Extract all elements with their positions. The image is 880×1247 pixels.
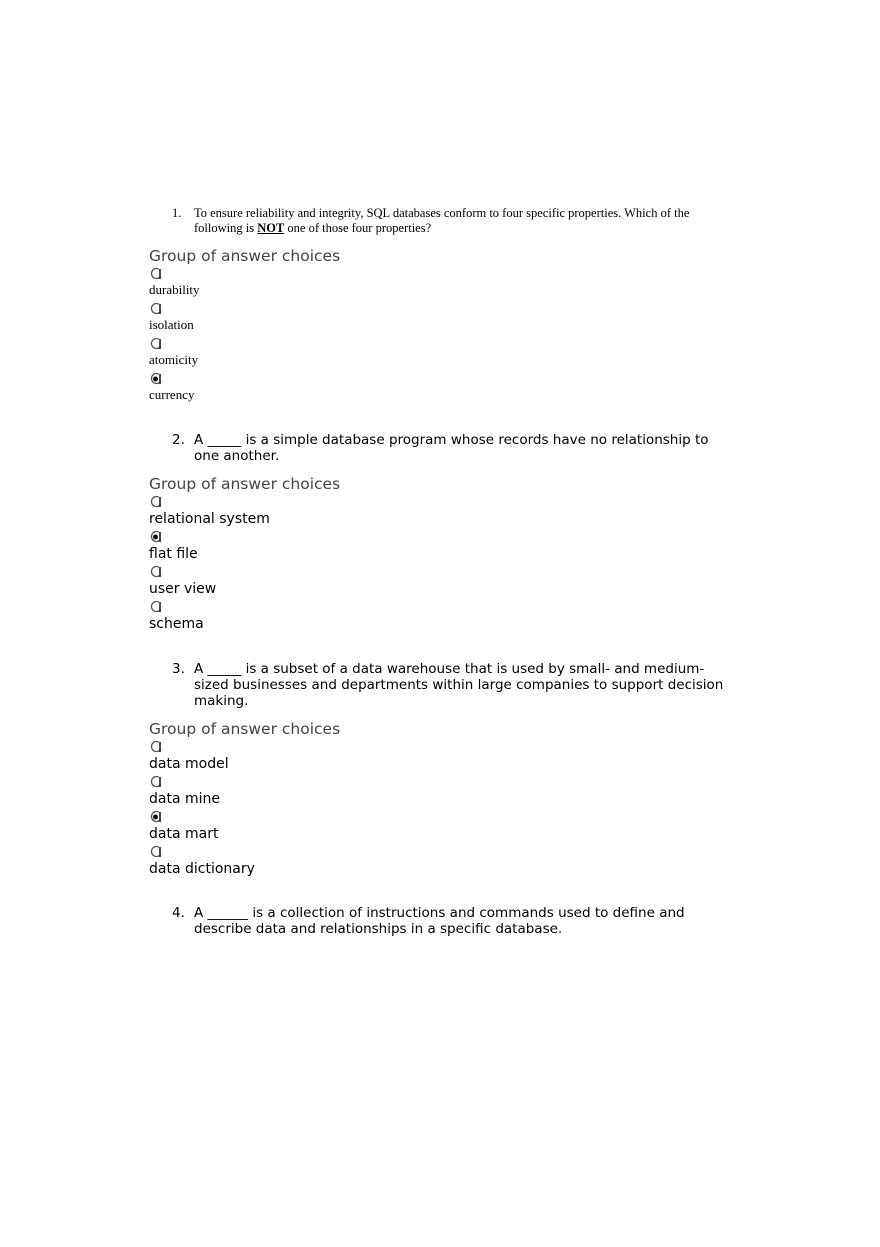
choice-label: data mart <box>149 826 219 842</box>
question-3-number: 3. <box>172 661 185 677</box>
radio-unselected-icon[interactable] <box>149 267 163 281</box>
radio-unselected-icon[interactable] <box>149 775 163 789</box>
question-4 <box>0 905 880 937</box>
choice-flat-file[interactable] <box>149 530 880 565</box>
question-2-choices <box>149 495 880 635</box>
choice-label: user view <box>149 581 217 597</box>
question-1-number: 1. <box>172 206 182 220</box>
choice-relational-system[interactable] <box>149 495 880 530</box>
radio-unselected-icon[interactable] <box>149 740 163 754</box>
choice-label: flat file <box>149 546 198 562</box>
question-3 <box>0 661 880 880</box>
question-2-group-title: Group of answer choices <box>149 475 341 493</box>
question-4-number: 4. <box>172 905 185 921</box>
question-1 <box>0 206 880 407</box>
question-1-text-end: one of those four properties? <box>284 221 432 235</box>
question-1-choices <box>149 267 880 407</box>
question-1-group-title: Group of answer choices <box>149 247 341 265</box>
question-1-text: To ensure reliability and integrity, SQL databases conform to four specific properties. Which of the following is <box>194 206 690 235</box>
question-2-text: A _____ is a simple database program whose records have no relationship to one another. <box>194 432 709 464</box>
question-2-prompt <box>172 432 732 464</box>
choice-label: relational system <box>149 511 270 527</box>
choice-label: isolation <box>149 317 194 332</box>
question-3-group-title: Group of answer choices <box>149 720 341 738</box>
choice-label: data dictionary <box>149 861 255 877</box>
radio-unselected-icon[interactable] <box>149 845 163 859</box>
choice-user-view[interactable] <box>149 565 880 600</box>
question-3-choices <box>149 740 880 880</box>
choice-data-dictionary[interactable] <box>149 845 880 880</box>
choice-data-mine[interactable] <box>149 775 880 810</box>
choice-label: schema <box>149 616 204 632</box>
choice-isolation[interactable] <box>149 302 880 337</box>
question-1-prompt <box>172 206 732 236</box>
radio-unselected-icon[interactable] <box>149 565 163 579</box>
radio-selected-icon[interactable] <box>149 530 163 544</box>
radio-selected-icon[interactable] <box>149 372 163 386</box>
question-1-emphasis: NOT <box>257 221 285 235</box>
choice-durability[interactable] <box>149 267 880 302</box>
question-4-text: A ______ is a collection of instructions and commands used to define and describe data and relationships in a specific database. <box>194 905 685 937</box>
radio-selected-icon[interactable] <box>149 810 163 824</box>
radio-unselected-icon[interactable] <box>149 302 163 316</box>
radio-unselected-icon[interactable] <box>149 337 163 351</box>
choice-label: data model <box>149 756 229 772</box>
question-4-prompt <box>172 905 732 937</box>
choice-label: durability <box>149 282 200 297</box>
choice-label: data mine <box>149 791 220 807</box>
choice-schema[interactable] <box>149 600 880 635</box>
question-2-number: 2. <box>172 432 185 448</box>
choice-data-mart[interactable] <box>149 810 880 845</box>
choice-currency[interactable] <box>149 372 880 407</box>
question-3-text: A _____ is a subset of a data warehouse that is used by small- and medium-sized businesses and departments within large companies to support decision making. <box>194 661 724 709</box>
question-2 <box>0 432 880 635</box>
question-3-prompt <box>172 661 732 709</box>
choice-label: currency <box>149 387 195 402</box>
choice-atomicity[interactable] <box>149 337 880 372</box>
choice-label: atomicity <box>149 352 199 367</box>
choice-data-model[interactable] <box>149 740 880 775</box>
radio-unselected-icon[interactable] <box>149 600 163 614</box>
radio-unselected-icon[interactable] <box>149 495 163 509</box>
